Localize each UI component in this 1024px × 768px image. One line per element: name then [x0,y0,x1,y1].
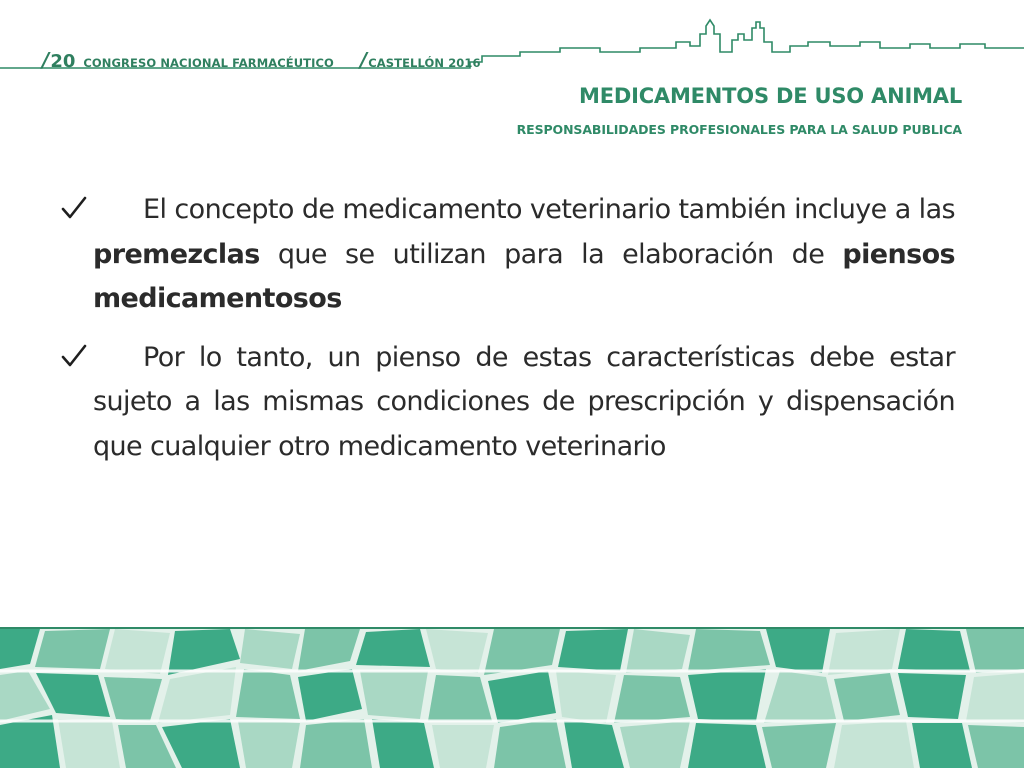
bullet-text-part: Por lo tanto, un pienso de estas características debe estar sujeto a las mismas condiciones de prescripción y dispensación que cualquier otro medicamento veterinario [93,341,955,462]
conference-banner [42,48,481,70]
bullet-item [60,336,955,470]
conference-city: CASTELLÓN 2016 [368,56,481,70]
conference-edition: 20 [50,51,76,72]
conference-city-slash: / [359,48,368,72]
bullet-emphasis: piensos medicamentosos [93,238,955,314]
slide-title: MEDICAMENTOS DE USO ANIMAL [579,84,962,108]
bullet-emphasis: premezclas [93,238,260,270]
mosaic-tile-footer [0,629,1024,768]
conference-name: CONGRESO NACIONAL FARMACÉUTICO [83,56,334,70]
bullet-text-part: que se utilizan para la elaboración de [259,238,843,270]
check-icon [60,194,88,222]
bullet-text [93,336,955,470]
bullet-text-part: El concepto de medicamento veterinario también incluye a las [143,194,955,225]
check-icon [60,342,88,370]
bullet-item [60,188,955,322]
bullet-text [93,188,955,322]
bullet-list [60,188,955,483]
slide-subtitle: RESPONSABILIDADES PROFESIONALES PARA LA SALUD PUBLICA [516,122,962,137]
conference-slash: / [42,48,50,72]
